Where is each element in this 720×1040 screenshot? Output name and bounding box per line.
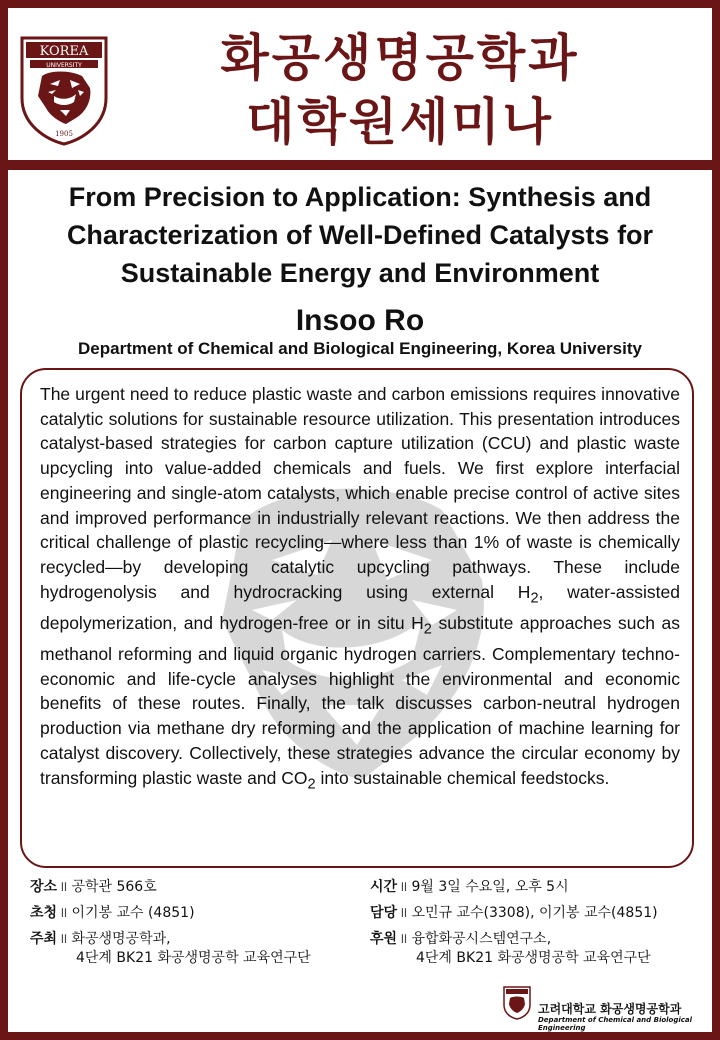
crest-university-text: UNIVERSITY xyxy=(46,62,82,69)
location-value: 공학관 566호 xyxy=(71,879,157,895)
poster-header xyxy=(8,8,712,170)
seminar-title: 대학원세미나 xyxy=(246,93,554,151)
sponsor-line1: 융합화공시스템연구소, xyxy=(411,931,552,947)
speaker-affiliation: Department of Chemical and Biological Engineering, Korea University xyxy=(78,339,642,358)
contact-info: 담당 ॥ 오민규 교수(3308), 이기봉 교수(4851) xyxy=(370,905,658,921)
host-info: 초청 ॥ 이기봉 교수 (4851) xyxy=(30,905,195,921)
korea-university-crest-icon xyxy=(20,36,108,146)
contact-label: 담당 xyxy=(370,905,398,921)
department-title: 화공생명공학과 xyxy=(220,29,580,87)
footer-crest-icon xyxy=(503,986,531,1020)
sponsor-info: 후원 ॥ 융합화공시스템연구소, 4단계 BK21 화공생명공학 교육연구단 xyxy=(370,931,651,966)
contact-value: 오민규 교수(3308), 이기봉 교수(4851) xyxy=(411,905,658,921)
footer-department-ko: 고려대학교 화공생명공학과 xyxy=(538,1002,682,1016)
sponsor-label: 후원 xyxy=(370,931,398,947)
talk-title: From Precision to Application: Synthesis and Characterization of Well-Defined Catalysts for Sustainable Energy and Environment xyxy=(66,182,654,288)
sponsor-line2: 4단계 BK21 화공생명공학 교육연구단 xyxy=(416,950,651,966)
speaker-name: Insoo Ro xyxy=(295,304,425,337)
seminar-poster xyxy=(8,8,712,1032)
time-label: 시간 xyxy=(370,879,398,895)
organizer-info: 주최 ॥ 화공생명공학과, 4단계 BK21 화공생명공학 교육연구단 xyxy=(30,931,311,966)
organizer-label: 주최 xyxy=(30,931,58,947)
time-value: 9월 3일 수요일, 오후 5시 xyxy=(411,879,569,895)
organizer-line1: 화공생명공학과, xyxy=(71,931,171,947)
organizer-line2: 4단계 BK21 화공생명공학 교육연구단 xyxy=(76,950,311,966)
crest-year-text: 1905 xyxy=(55,130,73,138)
footer-department-en: Department of Chemical and Biological Engineering xyxy=(538,1016,693,1032)
host-value: 이기봉 교수 (4851) xyxy=(71,905,195,921)
host-label: 초청 xyxy=(30,905,58,921)
location-label: 장소 xyxy=(30,879,58,895)
crest-korea-text: KOREA xyxy=(39,44,89,59)
location-info: 장소 ॥ 공학관 566호 xyxy=(30,879,157,895)
abstract-text: The urgent need to reduce plastic waste and carbon emissions requires innovative catalytic solutions for sustainable resource utilization. This presentation introduces catalyst-based strategies for carbon capture utilization (CCU) and plastic waste upcycling into value-added chemicals and fuels. We first explore interfacial engineering and single-atom catalysts, which enable precise control of active sites and improved performance in industrially relevant reactions. We then address the critical challenge of plastic recycling—where less than 1% of waste is chemically recycled—by developing catalytic upcycling pathways. These include hydrogenolysis and hydrocracking using external $H_2$, water-assisted depolymerization, and hydrogen-free or in situ $H_2$ substitute approaches such as methanol reforming and liquid organic hydrogen carriers. Complementary techno-economic and life-cycle analyses highlight the environmental and economic benefits of these routes. Finally, the talk discusses carbon-neutral hydrogen production via methane dry reforming and the application of machine learning for catalyst discovery. Collectively, these strategies advance the circular economy by transforming plastic waste and $CO_2$ into sustainable chemical feedstocks. xyxy=(40,384,680,793)
abstract-box xyxy=(20,368,694,868)
time-info: 시간 ॥ 9월 3일 수요일, 오후 5시 xyxy=(370,879,569,895)
